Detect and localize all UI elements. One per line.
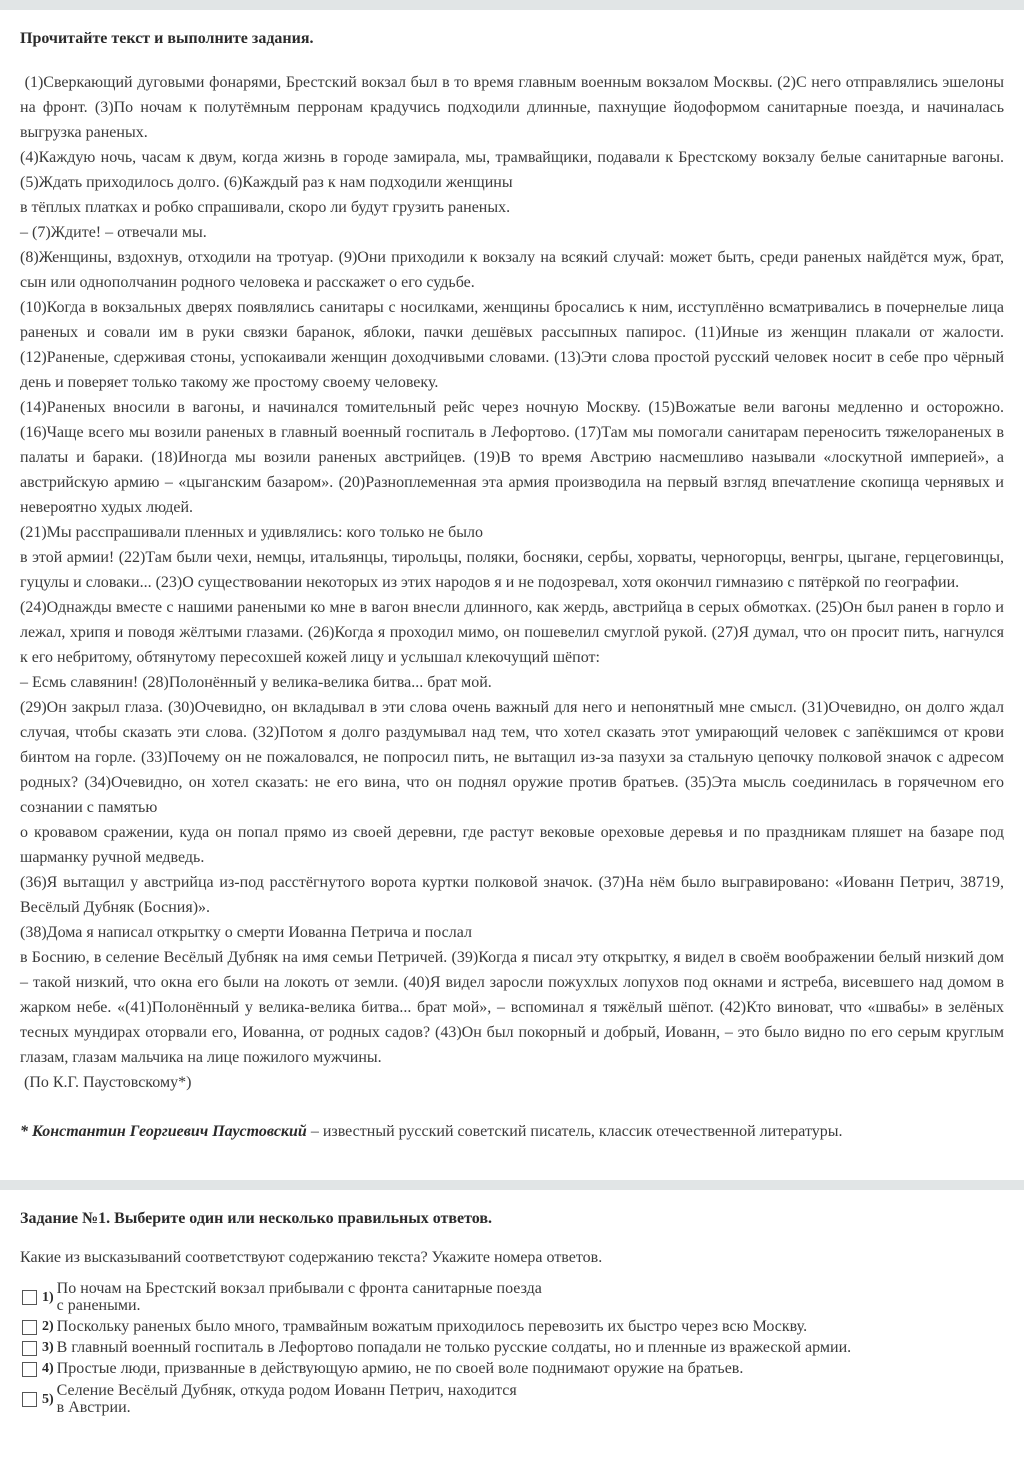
text-line: (29)Он закрыл глаза. (30)Очевидно, он вкладывал в эти слова очень важный для него и непонятный мне смысл. (31)Очевидно, он долго ждал случая, чтобы сказать эти слова. (32)Потом я долго раздумывал над тем, что хотел сказать этот умирающий человек с запёкшимся от крови бинтом на горле. (33)Почему он не пожаловался, не попросил пить, не вытащил из-за пазухи за стальную цепочку полковой значок с адресом родных? (34)Очевидно, он хотел сказать: не его вина, что он поднял оружие против братьев. (35)Эта мысль соединилась в горячечном его сознании с памятью — [20, 699, 1004, 816]
option-number: 1) — [42, 1289, 54, 1305]
text-line: в тёплых платках и робко спрашивали, скоро ли будут грузить раненых. — [20, 199, 511, 216]
answer-option-3[interactable] — [20, 1340, 1004, 1356]
option-number: 5) — [42, 1391, 54, 1407]
text-line: о кровавом сражении, куда он попал прямо из своей деревни, где растут вековые ореховые деревья и по праздникам пляшет на базаре под шарманку ручной медведь. — [20, 824, 1004, 866]
reading-text — [20, 70, 1009, 1095]
text-line: (4)Каждую ночь, часам к двум, когда жизнь в городе замирала, мы, трамвайщики, подавали к Брестскому вокзалу белые санитарные вагоны. (5)Ждать приходилось долго. (6)Каждый раз к нам подходили женщины — [20, 149, 1004, 191]
option-text-line: с ранеными. — [56, 1297, 141, 1314]
answer-options — [20, 1280, 1004, 1416]
text-line: (24)Однажды вместе с нашими ранеными ко мне в вагон внесли длинного, как жердь, австрийца в серых обмотках. (25)Он был ранен в горло и лежал, хрипя и поводя жёлтыми глазами. (26)Когда я проходил мимо, он пошевелил смуглой рукой. (27)Я думал, что он просит пить, нагнулся к его небритому, обтянутому пересохшей кожей лицу и услышал клекочущий шёпот: — [20, 599, 1004, 666]
answer-checkbox-4[interactable] — [22, 1362, 37, 1377]
text-line: (10)Когда в вокзальных дверях появлялись санитары с носилками, женщины бросались к ним, исступлённо всматривались в почернелые лица раненых и совали им в руки связки баранок, яблоки, пачки дешёвых рассыпных папирос. (11)Иные из женщин плакали от жалости. (12)Раненые, сдерживая стоны, успокаивали женщин доходчивыми словами. (13)Эти слова простой русский человек носит в себе про чёрный день и поверяет только такому же простому своему человеку. — [20, 299, 1004, 391]
text-line: (21)Мы расспрашивали пленных и удивлялись: кого только не было — [20, 524, 483, 541]
footnote-marker: * — [20, 1123, 32, 1140]
option-text: Простые люди, призванные в действующую армию, не по своей воле поднимают оружие на братьев. — [56, 1360, 744, 1377]
text-line: (14)Раненых вносили в вагоны, и начинался томительный рейс через ночную Москву. (15)Вожатые вели вагоны медленно и осторожно. (16)Чаще всего мы возили раненых в главный военный госпиталь в Лефортово. (17)Там мы помогали санитарам переносить тяжелораненых в палаты и бараки. (18)Иногда мы возили раненых австрийцев. (19)В то время Австрию насмешливо называли «лоскутной империей», а австрийскую армию – «цыганским базаром». (20)Разноплеменная эта армия производила на первый взгляд впечатление скопища чернявых и невероятно худых людей. — [20, 399, 1004, 516]
option-number: 4) — [42, 1361, 54, 1376]
task-section — [0, 1190, 1024, 1416]
option-number: 2) — [42, 1319, 54, 1334]
option-text: Поскольку раненых было много, трамвайным вожатым приходилось перевозить их быстро через всю Москву. — [56, 1318, 808, 1335]
text-line: (8)Женщины, вздохнув, отходили на тротуар. (9)Они приходили к вокзалу на всякий случай: может быть, среди раненых найдётся муж, брат, сын или однополчанин родного человека и расскажет о его судьбе. — [20, 249, 1004, 291]
top-separator-band — [0, 0, 1024, 10]
attribution: (По К.Г. Паустовскому*) — [24, 1074, 192, 1091]
text-line: (36)Я вытащил у австрийца из-под расстёгнутого ворота куртки полковой значок. (37)На нём было выгравировано: «Иованн Петрич, 38719, Весёлый Дубняк (Босния)». — [20, 874, 1004, 916]
option-text: В главный военный госпиталь в Лефортово попадали не только русские солдаты, но и пленные из вражеской армии. — [56, 1339, 852, 1356]
option-text — [57, 1382, 517, 1416]
answer-option-5[interactable] — [20, 1382, 1004, 1416]
author-footnote — [20, 1119, 1004, 1144]
text-line: в Боснию, в селение Весёлый Дубняк на имя семьи Петричей. (39)Когда я писал эту открытку, я видел в своём воображении белый низкий дом – такой низкий, что окна его были на локоть от земли. (40)Я видел заросли пожухлых лопухов под окнами и ястреба, висевшего над домом в жарком небе. «(41)Полонённый у велика-велика битва... брат мой», – вспоминал я тяжёлый шёпот. (42)Кто виноват, что «швабы» в зелёных тесных мундирах оторвали его, Иованна, от родных садов? (43)Он был покорный и добрый, Иованн, – это было видно по его серым круглым глазам, глазам мальчика на лице пожилого мужчины. — [20, 949, 1004, 1066]
reading-text-section — [0, 10, 1024, 1180]
footnote-author-name: Константин Георгиевич Паустовский — [32, 1123, 307, 1140]
option-text-line: Селение Весёлый Дубняк, откуда родом Иованн Петрич, находится — [56, 1382, 517, 1399]
option-text-line: в Австрии. — [56, 1399, 131, 1416]
answer-option-2[interactable] — [20, 1319, 1004, 1335]
option-text-line: По ночам на Брестский вокзал прибывали с фронта санитарные поезда — [56, 1280, 542, 1297]
text-line: (38)Дома я написал открытку о смерти Иованна Петрича и послал — [20, 924, 472, 941]
answer-option-1[interactable] — [20, 1280, 1004, 1314]
text-line: (1)Сверкающий дуговыми фонарями, Брестский вокзал был в то время главным военным вокзалом Москвы. (2)С него отправлялись эшелоны на фронт. (3)По ночам к полутёмным перронам крадучись подходили длинные, пахнущие йодоформом санитарные поезда, и начиналась выгрузка раненых. — [20, 74, 1009, 141]
answer-option-4[interactable] — [20, 1361, 1004, 1377]
text-line: в этой армии! (22)Там были чехи, немцы, итальянцы, тирольцы, поляки, босняки, сербы, хорваты, черногорцы, венгры, цыгане, герцеговинцы, гуцулы и словаки... (23)О существовании некоторых из этих народов я и не подозревал, хотя окончил гимназию с пятёркой по географии. — [20, 549, 1004, 591]
answer-checkbox-1[interactable] — [22, 1290, 37, 1305]
answer-checkbox-5[interactable] — [22, 1392, 37, 1407]
reading-heading: Прочитайте текст и выполните задания. — [20, 30, 314, 47]
answer-checkbox-3[interactable] — [22, 1341, 37, 1356]
text-line: – (7)Ждите! – отвечали мы. — [20, 224, 207, 241]
footnote-description: – известный русский советский писатель, классик отечественной литературы. — [306, 1123, 843, 1140]
text-line: – Есмь славянин! (28)Полонённый у велика-велика битва... брат мой. — [20, 674, 492, 691]
task-question: Какие из высказываний соответствуют содержанию текста? Укажите номера ответов. — [20, 1249, 603, 1266]
option-text — [57, 1280, 542, 1314]
option-number: 3) — [42, 1340, 54, 1355]
answer-checkbox-2[interactable] — [22, 1320, 37, 1335]
task-heading: Задание №1. Выберите один или несколько правильных ответов. — [20, 1210, 493, 1227]
section-separator-band — [0, 1180, 1024, 1190]
